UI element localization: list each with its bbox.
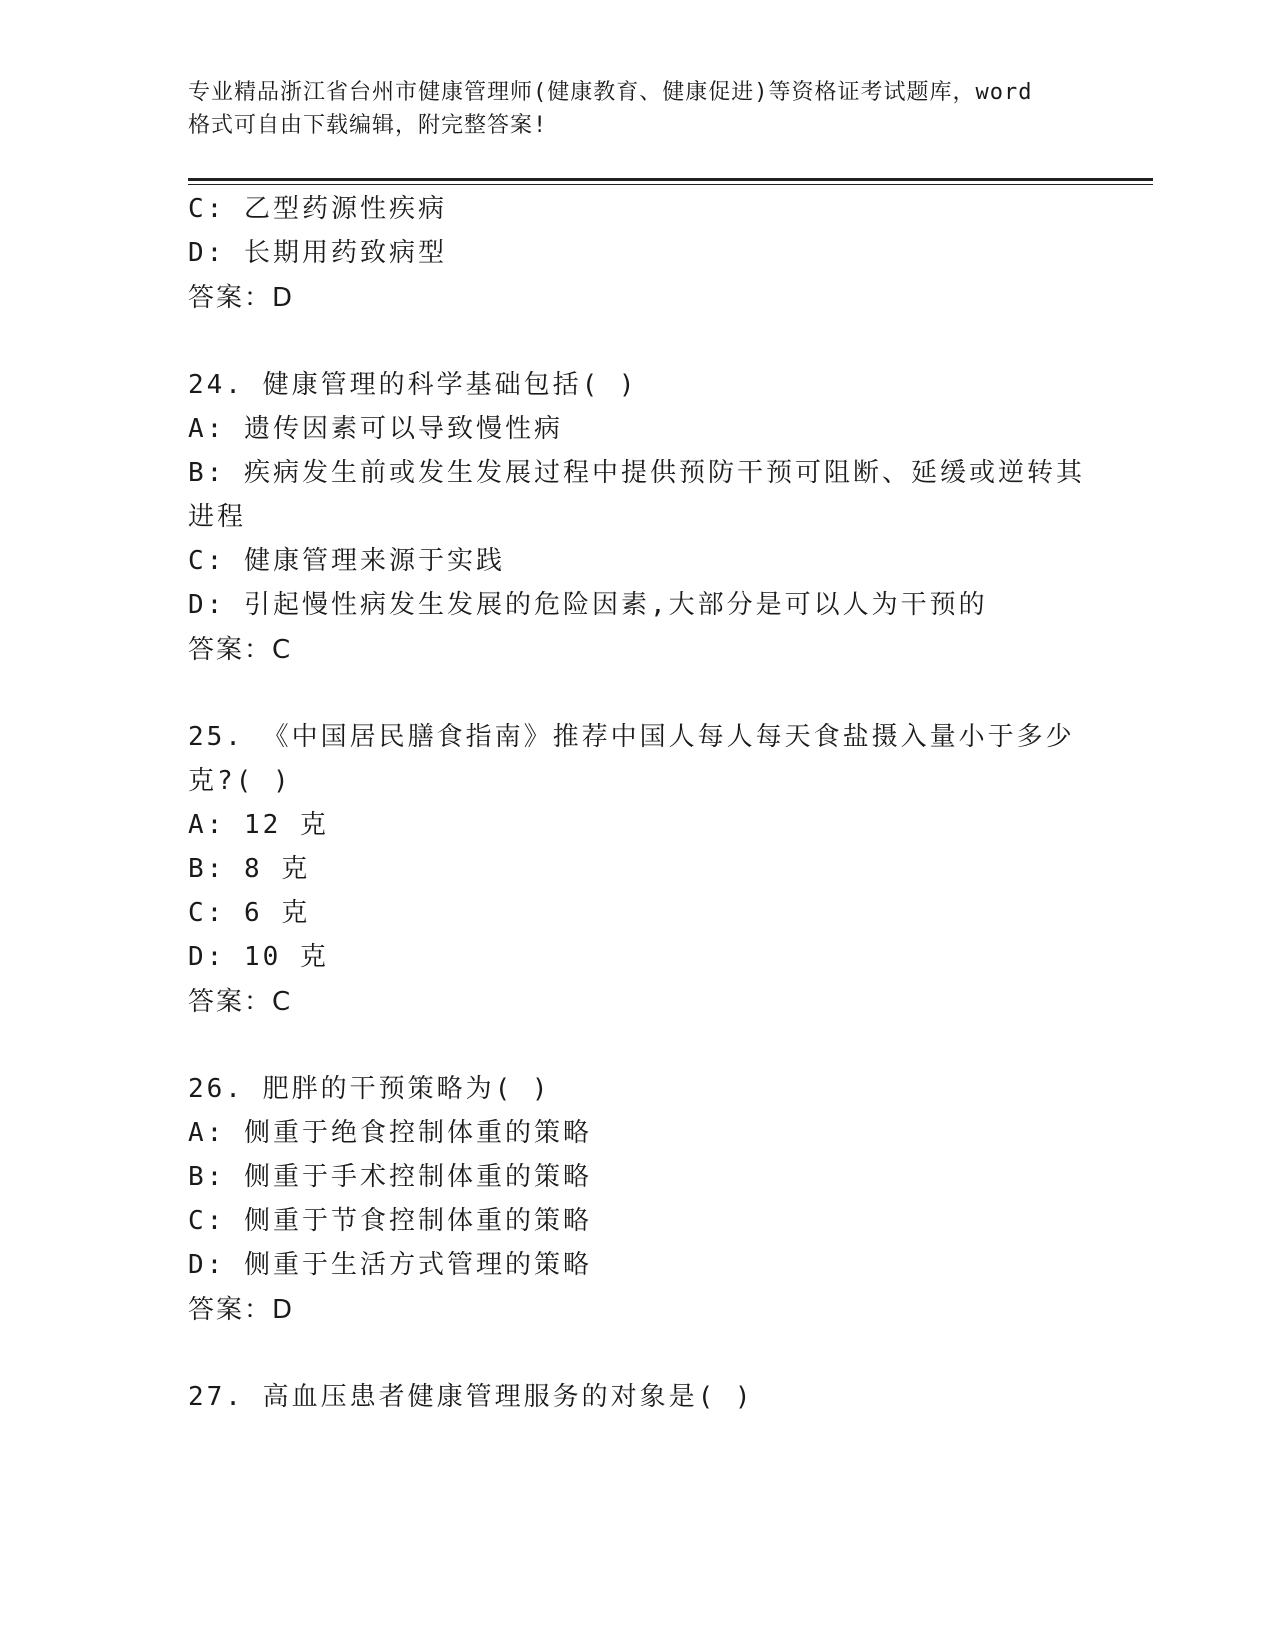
q23-answer: 答案：D [188,283,295,313]
q27-question: 27. 高血压患者健康管理服务的对象是( ) [188,1382,754,1412]
q25-answer: 答案：C [188,987,293,1017]
q23-option-c: C: 乙型药源性疾病 [188,194,447,224]
header-divider-thin [188,184,1153,185]
q26-option-c: C: 侧重于节食控制体重的策略 [188,1206,592,1236]
q25-question-line-1: 25. 《中国居民膳食指南》推荐中国人每人每天食盐摄入量小于多少 [188,722,1075,752]
q24-option-a: A: 遗传因素可以导致慢性病 [188,414,563,444]
page-header [188,76,1088,142]
q25-option-c: C: 6 克 [188,898,311,928]
header-divider-thick [188,178,1153,181]
q26-option-a: A: 侧重于绝食控制体重的策略 [188,1118,592,1148]
q24-question: 24. 健康管理的科学基础包括( ) [188,370,638,400]
q25-option-b: B: 8 克 [188,854,311,884]
q24-option-c: C: 健康管理来源于实践 [188,546,505,576]
q24-option-d: D: 引起慢性病发生发展的危险因素,大部分是可以人为干预的 [188,590,988,620]
q26-option-b: B: 侧重于手术控制体重的策略 [188,1162,592,1192]
q25-option-d: D: 10 克 [188,942,329,972]
header-line-1: 专业精品浙江省台州市健康管理师(健康教育、健康促进)等资格证考试题库，word [188,80,1033,105]
q26-option-d: D: 侧重于生活方式管理的策略 [188,1250,592,1280]
q26-question: 26. 肥胖的干预策略为( ) [188,1074,551,1104]
q25-question-line-2: 克?( ) [188,766,292,796]
q26-answer: 答案：D [188,1295,295,1325]
q23-option-d: D: 长期用药致病型 [188,238,447,268]
q24-option-b-line-1: B: 疾病发生前或发生发展过程中提供预防干预可阻断、延缓或逆转其 [188,458,1085,488]
q24-answer: 答案：C [188,635,293,665]
header-line-2: 格式可自由下载编辑，附完整答案! [188,113,548,138]
q24-option-b-line-2: 进程 [188,502,247,532]
q25-option-a: A: 12 克 [188,810,329,840]
